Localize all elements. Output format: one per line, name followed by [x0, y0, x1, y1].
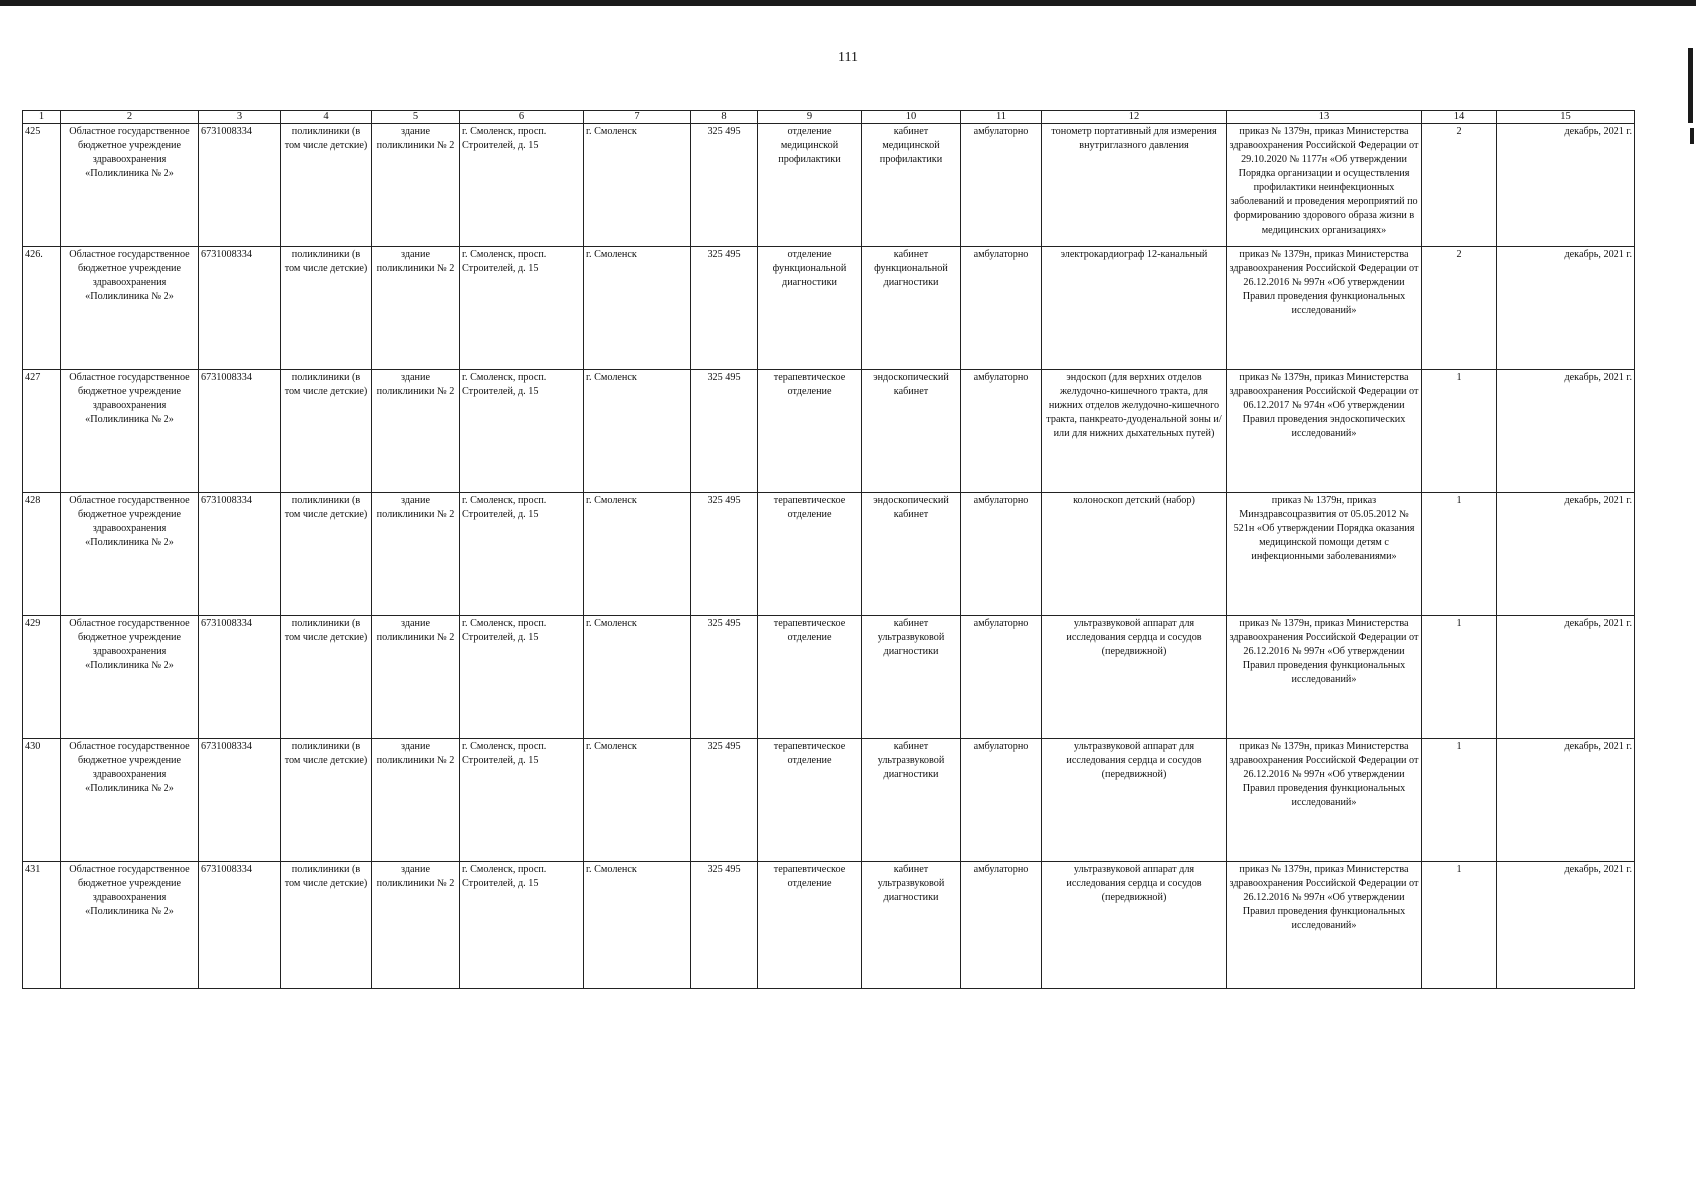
table-row: [23, 862, 1635, 989]
row-number: 428: [23, 493, 61, 616]
room: эндоскопический кабинет: [862, 493, 961, 616]
table-row: [23, 247, 1635, 370]
inn-code: 6731008334: [199, 124, 281, 247]
building-name: здание поликлиники № 2: [372, 739, 460, 862]
room: кабинет медицинской профилактики: [862, 124, 961, 247]
table-row: [23, 493, 1635, 616]
care-conditions: амбулаторно: [961, 247, 1042, 370]
row-number: 431: [23, 862, 61, 989]
organization-name: Областное государственное бюджетное учреждение здравоохранения «Поликлиника № 2»: [61, 370, 199, 493]
address: г. Смоленск, просп. Строителей, д. 15: [460, 739, 584, 862]
column-number: 14: [1422, 111, 1497, 124]
regulatory-order: приказ № 1379н, приказ Минздравсоцразвития от 05.05.2012 № 521н «Об утверждении Порядка оказания медицинской помощи детям с инфекционными заболеваниями»: [1227, 493, 1422, 616]
column-number: 9: [758, 111, 862, 124]
population: 325 495: [691, 370, 758, 493]
regulatory-order: приказ № 1379н, приказ Министерства здравоохранения Российской Федерации от 26.12.2016 № 997н «Об утверждении Правил проведения функциональных исследований»: [1227, 616, 1422, 739]
delivery-date: декабрь, 2021 г.: [1497, 862, 1635, 989]
facility-type: поликлиники (в том числе детские): [281, 247, 372, 370]
column-number: 15: [1497, 111, 1635, 124]
column-number: 10: [862, 111, 961, 124]
equipment-name: ультразвуковой аппарат для исследования сердца и сосудов (передвижной): [1042, 739, 1227, 862]
column-number-row: [23, 111, 1635, 124]
care-conditions: амбулаторно: [961, 739, 1042, 862]
table-row: [23, 370, 1635, 493]
column-number: 8: [691, 111, 758, 124]
address: г. Смоленск, просп. Строителей, д. 15: [460, 616, 584, 739]
delivery-date: декабрь, 2021 г.: [1497, 124, 1635, 247]
equipment-name: эндоскоп (для верхних отделов желудочно-кишечного тракта, для нижних отделов желудочно-кишечного тракта, панкреато-дуоденальной зоны и/или для нижних дыхательных путей): [1042, 370, 1227, 493]
facility-type: поликлиники (в том числе детские): [281, 739, 372, 862]
column-number: 6: [460, 111, 584, 124]
quantity: 2: [1422, 247, 1497, 370]
population: 325 495: [691, 493, 758, 616]
organization-name: Областное государственное бюджетное учреждение здравоохранения «Поликлиника № 2»: [61, 124, 199, 247]
population: 325 495: [691, 616, 758, 739]
table-row: [23, 124, 1635, 247]
inn-code: 6731008334: [199, 493, 281, 616]
row-number: 427: [23, 370, 61, 493]
column-number: 5: [372, 111, 460, 124]
quantity: 1: [1422, 493, 1497, 616]
delivery-date: декабрь, 2021 г.: [1497, 247, 1635, 370]
address: г. Смоленск, просп. Строителей, д. 15: [460, 862, 584, 989]
city: г. Смоленск: [584, 739, 691, 862]
equipment-name: ультразвуковой аппарат для исследования сердца и сосудов (передвижной): [1042, 616, 1227, 739]
care-conditions: амбулаторно: [961, 862, 1042, 989]
care-conditions: амбулаторно: [961, 124, 1042, 247]
column-number: 7: [584, 111, 691, 124]
equipment-name: тонометр портативный для измерения внутриглазного давления: [1042, 124, 1227, 247]
organization-name: Областное государственное бюджетное учреждение здравоохранения «Поликлиника № 2»: [61, 616, 199, 739]
organization-name: Областное государственное бюджетное учреждение здравоохранения «Поликлиника № 2»: [61, 739, 199, 862]
care-conditions: амбулаторно: [961, 616, 1042, 739]
regulatory-order: приказ № 1379н, приказ Министерства здравоохранения Российской Федерации от 06.12.2017 № 974н «Об утверждении Правил проведения эндоскопических исследований»: [1227, 370, 1422, 493]
city: г. Смоленск: [584, 862, 691, 989]
city: г. Смоленск: [584, 616, 691, 739]
page-number: 111: [838, 50, 858, 65]
building-name: здание поликлиники № 2: [372, 616, 460, 739]
column-number: 12: [1042, 111, 1227, 124]
row-number: 426.: [23, 247, 61, 370]
room: кабинет ультразвуковой диагностики: [862, 862, 961, 989]
regulatory-order: приказ № 1379н, приказ Министерства здравоохранения Российской Федерации от 26.12.2016 № 997н «Об утверждении Правил проведения функциональных исследований»: [1227, 247, 1422, 370]
organization-name: Областное государственное бюджетное учреждение здравоохранения «Поликлиника № 2»: [61, 493, 199, 616]
delivery-date: декабрь, 2021 г.: [1497, 739, 1635, 862]
quantity: 1: [1422, 616, 1497, 739]
building-name: здание поликлиники № 2: [372, 862, 460, 989]
room: эндоскопический кабинет: [862, 370, 961, 493]
equipment-name: электрокардиограф 12-канальный: [1042, 247, 1227, 370]
column-number: 3: [199, 111, 281, 124]
row-number: 429: [23, 616, 61, 739]
facility-type: поликлиники (в том числе детские): [281, 493, 372, 616]
room: кабинет ультразвуковой диагностики: [862, 616, 961, 739]
department: отделение функциональной диагностики: [758, 247, 862, 370]
inn-code: 6731008334: [199, 739, 281, 862]
delivery-date: декабрь, 2021 г.: [1497, 370, 1635, 493]
department: терапевтическое отделение: [758, 739, 862, 862]
care-conditions: амбулаторно: [961, 370, 1042, 493]
equipment-name: колоноскоп детский (набор): [1042, 493, 1227, 616]
equipment-name: ультразвуковой аппарат для исследования сердца и сосудов (передвижной): [1042, 862, 1227, 989]
room: кабинет функциональной диагностики: [862, 247, 961, 370]
organization-name: Областное государственное бюджетное учреждение здравоохранения «Поликлиника № 2»: [61, 862, 199, 989]
department: терапевтическое отделение: [758, 493, 862, 616]
delivery-date: декабрь, 2021 г.: [1497, 493, 1635, 616]
inn-code: 6731008334: [199, 247, 281, 370]
organization-name: Областное государственное бюджетное учреждение здравоохранения «Поликлиника № 2»: [61, 247, 199, 370]
table-row: [23, 739, 1635, 862]
quantity: 1: [1422, 739, 1497, 862]
population: 325 495: [691, 862, 758, 989]
facility-type: поликлиники (в том числе детские): [281, 370, 372, 493]
quantity: 1: [1422, 370, 1497, 493]
column-number: 2: [61, 111, 199, 124]
department: терапевтическое отделение: [758, 370, 862, 493]
inn-code: 6731008334: [199, 862, 281, 989]
building-name: здание поликлиники № 2: [372, 370, 460, 493]
department: терапевтическое отделение: [758, 616, 862, 739]
regulatory-order: приказ № 1379н, приказ Министерства здравоохранения Российской Федерации от 29.10.2020 № 1177н «Об утверждении Порядка организации и осуществления профилактики неинфекционных заболеваний и проведения мероприятий по формированию здорового образа жизни в медицинских организациях»: [1227, 124, 1422, 247]
column-number: 11: [961, 111, 1042, 124]
address: г. Смоленск, просп. Строителей, д. 15: [460, 493, 584, 616]
inn-code: 6731008334: [199, 616, 281, 739]
city: г. Смоленск: [584, 247, 691, 370]
building-name: здание поликлиники № 2: [372, 247, 460, 370]
population: 325 495: [691, 739, 758, 862]
delivery-date: декабрь, 2021 г.: [1497, 616, 1635, 739]
population: 325 495: [691, 247, 758, 370]
room: кабинет ультразвуковой диагностики: [862, 739, 961, 862]
city: г. Смоленск: [584, 370, 691, 493]
facility-type: поликлиники (в том числе детские): [281, 616, 372, 739]
building-name: здание поликлиники № 2: [372, 493, 460, 616]
scan-edge-mark: [1690, 128, 1694, 144]
column-number: 13: [1227, 111, 1422, 124]
facility-type: поликлиники (в том числе детские): [281, 124, 372, 247]
city: г. Смоленск: [584, 124, 691, 247]
regulatory-order: приказ № 1379н, приказ Министерства здравоохранения Российской Федерации от 26.12.2016 № 997н «Об утверждении Правил проведения функциональных исследований»: [1227, 862, 1422, 989]
department: терапевтическое отделение: [758, 862, 862, 989]
department: отделение медицинской профилактики: [758, 124, 862, 247]
row-number: 430: [23, 739, 61, 862]
facility-type: поликлиники (в том числе детские): [281, 862, 372, 989]
scan-top-border: [0, 0, 1696, 6]
column-number: 4: [281, 111, 372, 124]
city: г. Смоленск: [584, 493, 691, 616]
table-row: [23, 616, 1635, 739]
address: г. Смоленск, просп. Строителей, д. 15: [460, 247, 584, 370]
building-name: здание поликлиники № 2: [372, 124, 460, 247]
quantity: 1: [1422, 862, 1497, 989]
care-conditions: амбулаторно: [961, 493, 1042, 616]
row-number: 425: [23, 124, 61, 247]
address: г. Смоленск, просп. Строителей, д. 15: [460, 124, 584, 247]
column-number: 1: [23, 111, 61, 124]
equipment-register-table: [22, 110, 1635, 989]
population: 325 495: [691, 124, 758, 247]
regulatory-order: приказ № 1379н, приказ Министерства здравоохранения Российской Федерации от 26.12.2016 № 997н «Об утверждении Правил проведения функциональных исследований»: [1227, 739, 1422, 862]
inn-code: 6731008334: [199, 370, 281, 493]
quantity: 2: [1422, 124, 1497, 247]
address: г. Смоленск, просп. Строителей, д. 15: [460, 370, 584, 493]
